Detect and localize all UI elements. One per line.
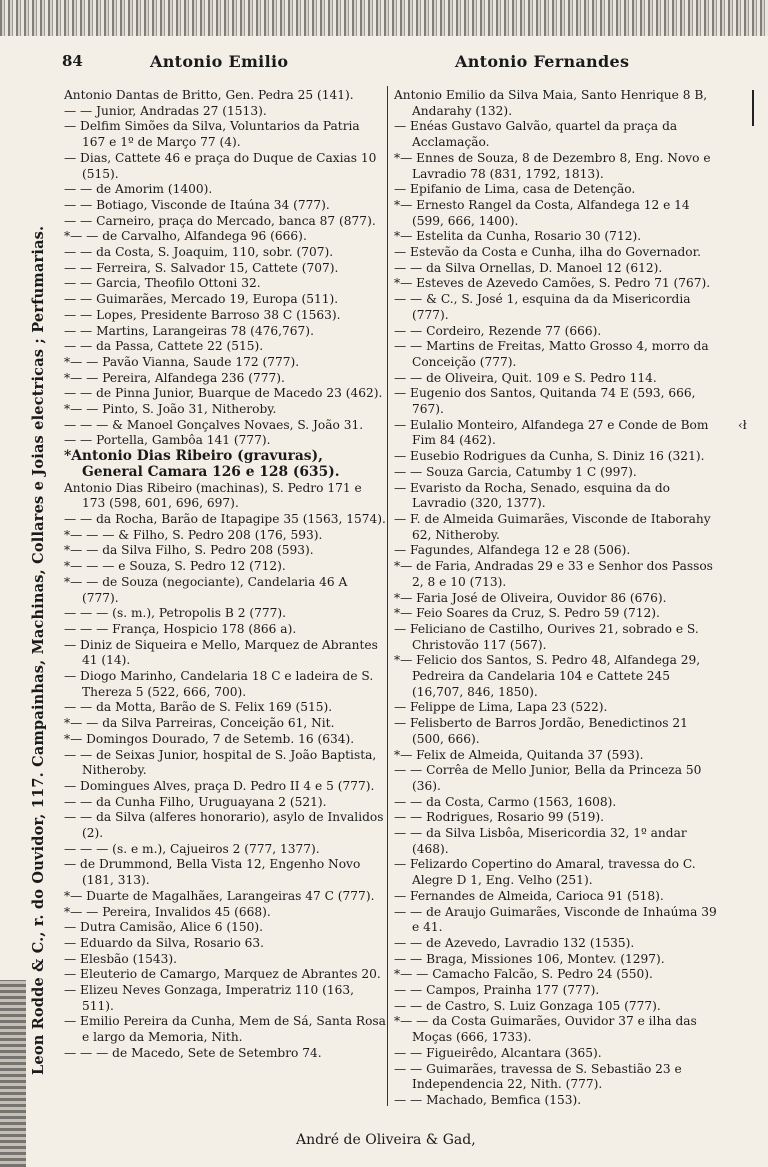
directory-entry: — — Botiago, Visconde de Itaúna 34 (777). [64,197,330,212]
directory-entry: *— — de Carvalho, Alfandega 96 (666). [64,229,307,244]
advertisement-spine-text: Leon Rodde & C., r. do Ouvidor, 117. Campainhas, Machinas, Collares e Joias electricas ; Perfumarias. [30,225,47,1075]
directory-entry: — — de Seixas Junior, hospital de S. João Baptista, Nitheroby. [64,747,377,778]
directory-entry: — — da Silva Lisbôa, Misericordia 32, 1º andar (468). [394,826,687,856]
directory-entry: — — de Amorim (1400). [64,182,213,197]
directory-entry: — — Rodrigues, Rosario 99 (519). [394,810,605,825]
directory-entry: — — Corrêa de Mello Junior, Bella da Princeza 50 (36). [394,763,702,793]
directory-entry: *— Felicio dos Santos, S. Pedro 48, Alfandega 29, Pedreira da Candelaria 104 e Cattete 245 (16,707, 846, 1850). [394,653,701,699]
directory-entry: — Elizeu Neves Gonzaga, Imperatriz 110 (163, 511). [64,983,355,1013]
directory-entry: — — da Passa, Cattete 22 (515). [64,339,264,354]
directory-entry: — — de Oliveira, Quit. 109 e S. Pedro 114. [394,370,657,385]
directory-entry: — — da Silva (alferes honorario), asylo de Invalidos (2). [64,810,384,841]
directory-entry: — — da Costa, S. Joaquim, 110, sobr. (707). [64,245,334,260]
directory-entry: — — Carneiro, praça do Mercado, banca 87 (877). [64,213,376,228]
directory-entry: *— — da Silva Parreiras, Conceição 61, Nit. [64,716,335,731]
directory-entry: — Dutra Camisão, Alice 6 (150). [64,920,263,935]
directory-entry: *— Estelita da Cunha, Rosario 30 (712). [394,229,642,244]
directory-entry: — — Martins, Larangeiras 78 (476,767). [64,323,314,338]
directory-entry: — Eduardo da Silva, Rosario 63. [64,935,265,950]
directory-entry: *— — — e Souza, S. Pedro 12 (712). [64,559,286,574]
directory-entry: — — Campos, Prainha 177 (777). [394,983,600,998]
directory-entry: *— — — & Filho, S. Pedro 208 (176, 593). [64,527,323,542]
directory-entry: — Diogo Marinho, Candelaria 18 C e ladeira de S. Thereza 5 (522, 666, 700). [64,669,374,699]
directory-entry: — — Lopes, Presidente Barroso 38 C (1563). [64,307,341,322]
directory-entry: *— — de Souza (negociante), Candelaria 46 A (777). [64,574,348,605]
directory-entry: — — — (s. e m.), Cajueiros 2 (777, 1377). [64,841,320,856]
directory-entry: *— — Pinto, S. João 31, Nitheroby. [64,402,277,417]
directory-entry: — Felizardo Copertino do Amaral, travessa do C. Alegre D 1, Eng. Velho (251). [394,857,696,888]
directory-entry: — — — de Macedo, Sete de Setembro 74. [64,1045,322,1060]
directory-entry: *— — Pavão Vianna, Saude 172 (777). [64,354,300,369]
directory-entry: *— — Pereira, Invalidos 45 (668). [64,904,271,919]
directory-entry: — Eleuterio de Camargo, Marquez de Abrantes 20. [64,967,381,982]
directory-entry: *— de Faria, Andradas 29 e 33 e Senhor dos Passos 2, 8 e 10 (713). [394,559,713,589]
directory-entry: — — Guimarães, Mercado 19, Europa (511). [64,292,339,307]
directory-entry: *— Domingos Dourado, 7 de Setemb. 16 (634). [64,731,355,746]
directory-entry: — — — (s. m.), Petropolis B 2 (777). [64,606,286,621]
directory-entry: — Dias, Cattete 46 e praça do Duque de Caxias 10 (515). [64,150,377,181]
running-header-right: Antonio Fernandes [455,52,630,71]
directory-entry: — — Martins de Freitas, Matto Grosso 4, morro da Conceição (777). [394,339,709,369]
directory-entry: *— Ernesto Rangel da Costa, Alfandega 12 e 14 (599, 666, 1400). [394,197,690,228]
directory-entry: — F. de Almeida Guimarães, Visconde de Itaborahy 62, Nitheroby. [394,511,711,542]
directory-entry: — de Drummond, Bella Vista 12, Engenho Novo (181, 313). [64,857,361,888]
directory-entry: — — Machado, Bemfica (153). [394,1093,582,1107]
directory-entry: — Fernandes de Almeida, Carioca 91 (518). [394,888,664,903]
directory-entry: *Antonio Dias Ribeiro (gravuras), General Camara 126 e 128 (635). [64,448,340,480]
directory-entry: — — Garcia, Theofilo Ottoni 32. [64,276,261,291]
scan-top-edge [0,0,768,36]
directory-entry: — — de Pinna Junior, Buarque de Macedo 23 (462). [64,386,383,401]
directory-entry: — Estevão da Costa e Cunha, ilha do Governador. [394,245,701,260]
directory-entry: — — Portella, Gambôa 141 (777). [64,433,271,448]
right-column [394,88,718,1109]
directory-entry: — — — & Manoel Gonçalves Novaes, S. João 31. [64,417,364,432]
directory-entry: — — da Cunha Filho, Uruguayana 2 (521). [64,794,327,809]
directory-entry: — — Junior, Andradas 27 (1513). [64,103,267,118]
directory-entry: *— Ennes de Souza, 8 de Dezembro 8, Eng. Novo e Lavradio 78 (831, 1792, 1813). [394,150,711,181]
scan-left-edge [0,980,26,1167]
directory-entry: — — — França, Hospicio 178 (866 a). [64,621,297,636]
directory-entry: — Domingues Alves, praça D. Pedro II 4 e 5 (777). [64,778,375,793]
directory-entry: *— Duarte de Magalhães, Larangeiras 47 C (777). [64,888,375,903]
directory-entry: — — da Costa, Carmo (1563, 1608). [394,794,617,809]
left-column [64,88,386,1062]
directory-entry: *— Feio Soares da Cruz, S. Pedro 59 (712). [394,606,660,621]
directory-entry: — Eugenio dos Santos, Quitanda 74 E (593, 666, 767). [394,386,696,417]
directory-entry: — — Guimarães, travessa de S. Sebastião 23 e Independencia 22, Nith. (777). [394,1061,682,1092]
footer-advertisement: André de Oliveira & Gad, [296,1132,476,1148]
directory-entry: — — Figueirêdo, Alcantara (365). [394,1045,602,1060]
directory-entry: — Fagundes, Alfandega 12 e 28 (506). [394,543,631,558]
column-divider [387,86,388,1106]
directory-entry: — — da Silva Ornellas, D. Manoel 12 (612). [394,260,663,275]
directory-entry: — Feliciano de Castilho, Ourives 21, sobrado e S. Christovão 117 (567). [394,621,699,652]
directory-entry: — — de Azevedo, Lavradio 132 (1535). [394,935,635,950]
directory-entry: *— Esteves de Azevedo Camões, S. Pedro 71 (767). [394,276,711,291]
directory-entry: — — Braga, Missiones 106, Montev. (1297). [394,951,665,966]
directory-entry: — — Souza Garcia, Catumby 1 C (997). [394,464,637,479]
directory-entry: — — da Rocha, Barão de Itapagipe 35 (1563, 1574). [64,511,386,526]
directory-entry: *— — da Silva Filho, S. Pedro 208 (593). [64,543,314,558]
directory-entry: — — Ferreira, S. Salvador 15, Cattete (707). [64,260,339,275]
directory-entry: — Eulalio Monteiro, Alfandega 27 e Conde de Bom Fim 84 (462). [394,417,709,448]
directory-entry: — Delfim Simões da Silva, Voluntarios da Patria 167 e 1º de Março 77 (4). [64,119,360,150]
scan-right-edge-mark [752,90,754,126]
page-number: 84 [62,52,83,70]
directory-entry: — Epifanio de Lima, casa de Detenção. [394,182,636,197]
running-header-left: Antonio Emilio [150,52,289,71]
directory-entry: *— — Camacho Falcão, S. Pedro 24 (550). [394,967,653,982]
directory-entry: — — & C., S. José 1, esquina da da Misericordia (777). [394,292,691,322]
directory-entry: *— — Pereira, Alfandega 236 (777). [64,370,285,385]
directory-entry: — Emilio Pereira da Cunha, Mem de Sá, Santa Rosa e largo da Memoria, Nith. [64,1014,386,1045]
directory-entry: *— — da Costa Guimarães, Ouvidor 37 e ilha das Moças (666, 1733). [394,1014,697,1045]
directory-entry: Antonio Emilio da Silva Maia, Santo Henrique 8 B, Andarahy (132). [394,88,708,118]
directory-entry: Antonio Dantas de Britto, Gen. Pedra 25 (141). [64,88,354,102]
directory-entry: — — de Castro, S. Luiz Gonzaga 105 (777). [394,998,661,1013]
directory-entry: — Elesbão (1543). [64,951,178,966]
directory-entry: — Diniz de Siqueira e Mello, Marquez de Abrantes 41 (14). [64,637,378,668]
margin-mark: ‹ł [738,418,747,432]
directory-entry: — Felisberto de Barros Jordão, Benedictinos 21 (500, 666). [394,716,688,746]
directory-entry: Antonio Dias Ribeiro (machinas), S. Pedro 171 e 173 (598, 601, 696, 697). [64,480,362,511]
directory-entry: — — de Araujo Guimarães, Visconde de Inhaúma 39 e 41. [394,904,717,935]
directory-entry: *— Felix de Almeida, Quitanda 37 (593). [394,747,644,762]
directory-entry: — Enéas Gustavo Galvão, quartel da praça da Acclamação. [394,119,678,150]
directory-entry: — — Cordeiro, Rezende 77 (666). [394,323,602,338]
directory-entry: *— Faria José de Oliveira, Ouvidor 86 (676). [394,590,667,605]
directory-entry: — Felippe de Lima, Lapa 23 (522). [394,700,608,715]
directory-entry: — — da Motta, Barão de S. Felix 169 (515). [64,700,333,715]
directory-entry: — Evaristo da Rocha, Senado, esquina da do Lavradio (320, 1377). [394,480,670,511]
directory-entry: — Eusebio Rodrigues da Cunha, S. Diniz 16 (321). [394,449,705,464]
